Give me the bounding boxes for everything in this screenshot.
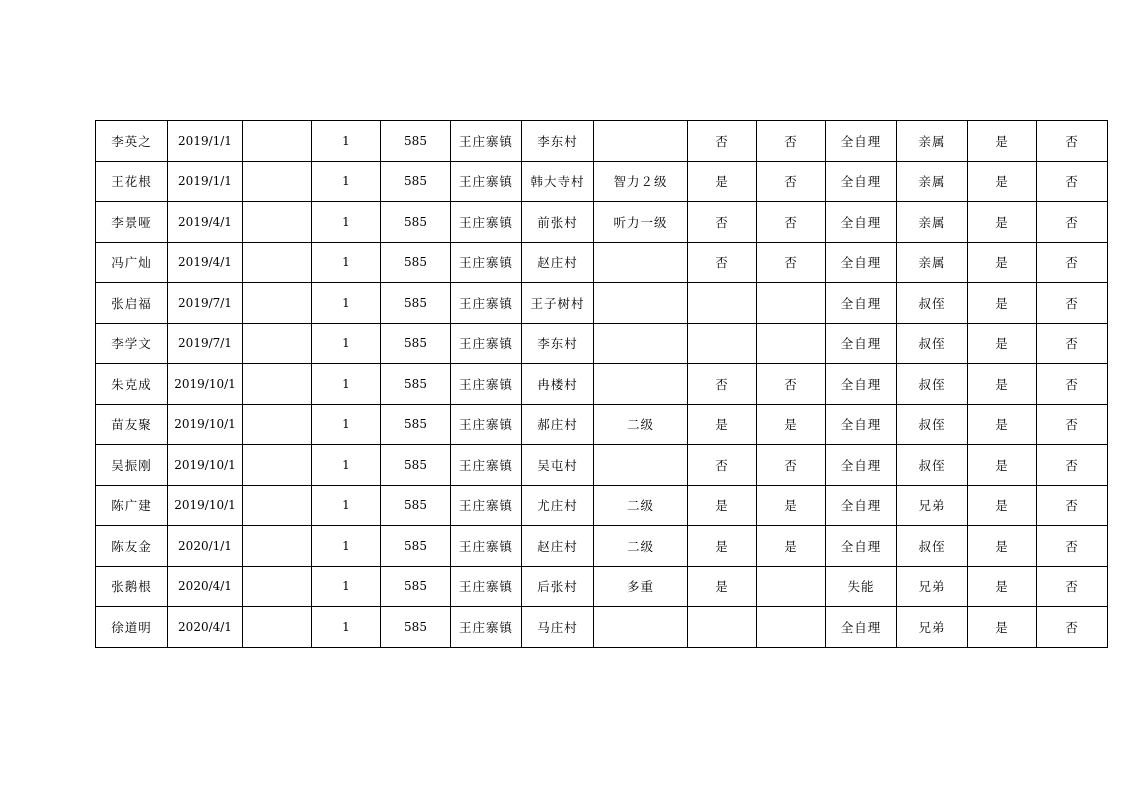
- flag-b-cell: 否: [757, 161, 826, 202]
- name-cell: 陈友金: [96, 526, 168, 567]
- relation-cell: 兄弟: [897, 485, 968, 526]
- count-cell: 1: [312, 202, 381, 243]
- amount-cell: 585: [381, 283, 451, 324]
- flag-b-cell: 否: [757, 121, 826, 162]
- count-cell: 1: [312, 161, 381, 202]
- relation-cell: 叔侄: [897, 283, 968, 324]
- table-row: [96, 283, 1108, 324]
- amount-cell: 585: [381, 485, 451, 526]
- count-cell: 1: [312, 404, 381, 445]
- flag-d-cell: 否: [1037, 485, 1108, 526]
- table-row: [96, 526, 1108, 567]
- table-row: [96, 404, 1108, 445]
- blank-cell: [243, 202, 312, 243]
- flag-b-cell: 否: [757, 364, 826, 405]
- town-cell: 王庄寨镇: [451, 485, 522, 526]
- town-cell: 王庄寨镇: [451, 607, 522, 648]
- amount-cell: 585: [381, 161, 451, 202]
- flag-c-cell: 是: [968, 202, 1037, 243]
- self-care-cell: 全自理: [826, 485, 897, 526]
- disability-cell: [594, 242, 688, 283]
- disability-cell: [594, 323, 688, 364]
- village-cell: 马庄村: [522, 607, 594, 648]
- self-care-cell: 全自理: [826, 526, 897, 567]
- flag-c-cell: 是: [968, 121, 1037, 162]
- flag-b-cell: 是: [757, 485, 826, 526]
- self-care-cell: 全自理: [826, 323, 897, 364]
- town-cell: 王庄寨镇: [451, 404, 522, 445]
- amount-cell: 585: [381, 202, 451, 243]
- name-cell: 陈广建: [96, 485, 168, 526]
- relation-cell: 叔侄: [897, 364, 968, 405]
- blank-cell: [243, 323, 312, 364]
- disability-cell: 多重: [594, 566, 688, 607]
- disability-cell: [594, 445, 688, 486]
- town-cell: 王庄寨镇: [451, 283, 522, 324]
- self-care-cell: 全自理: [826, 445, 897, 486]
- self-care-cell: 全自理: [826, 202, 897, 243]
- self-care-cell: 全自理: [826, 364, 897, 405]
- name-cell: 吴振刚: [96, 445, 168, 486]
- relation-cell: 亲属: [897, 242, 968, 283]
- flag-c-cell: 是: [968, 364, 1037, 405]
- relation-cell: 兄弟: [897, 607, 968, 648]
- flag-a-cell: 是: [688, 485, 757, 526]
- amount-cell: 585: [381, 566, 451, 607]
- name-cell: 张鹅根: [96, 566, 168, 607]
- flag-d-cell: 否: [1037, 607, 1108, 648]
- blank-cell: [243, 364, 312, 405]
- flag-d-cell: 否: [1037, 526, 1108, 567]
- table-row: [96, 445, 1108, 486]
- name-cell: 张启福: [96, 283, 168, 324]
- flag-a-cell: [688, 607, 757, 648]
- name-cell: 李景哑: [96, 202, 168, 243]
- flag-a-cell: 否: [688, 445, 757, 486]
- amount-cell: 585: [381, 404, 451, 445]
- flag-d-cell: 否: [1037, 364, 1108, 405]
- blank-cell: [243, 607, 312, 648]
- flag-b-cell: 是: [757, 526, 826, 567]
- start-date-cell: 2020/1/1: [168, 526, 243, 567]
- flag-d-cell: 否: [1037, 242, 1108, 283]
- disability-cell: 二级: [594, 404, 688, 445]
- table-row: [96, 242, 1108, 283]
- disability-cell: 二级: [594, 485, 688, 526]
- count-cell: 1: [312, 242, 381, 283]
- blank-cell: [243, 566, 312, 607]
- start-date-cell: 2019/1/1: [168, 121, 243, 162]
- amount-cell: 585: [381, 242, 451, 283]
- flag-c-cell: 是: [968, 161, 1037, 202]
- self-care-cell: 全自理: [826, 121, 897, 162]
- table-row: [96, 161, 1108, 202]
- blank-cell: [243, 283, 312, 324]
- village-cell: 王子树村: [522, 283, 594, 324]
- count-cell: 1: [312, 607, 381, 648]
- table-row: [96, 364, 1108, 405]
- flag-a-cell: 是: [688, 161, 757, 202]
- disability-cell: 听力一级: [594, 202, 688, 243]
- blank-cell: [243, 121, 312, 162]
- relation-cell: 亲属: [897, 161, 968, 202]
- relation-cell: 亲属: [897, 202, 968, 243]
- self-care-cell: 全自理: [826, 283, 897, 324]
- relation-cell: 叔侄: [897, 404, 968, 445]
- flag-a-cell: 是: [688, 404, 757, 445]
- flag-a-cell: [688, 323, 757, 364]
- flag-b-cell: 是: [757, 404, 826, 445]
- flag-a-cell: 否: [688, 242, 757, 283]
- blank-cell: [243, 485, 312, 526]
- start-date-cell: 2019/10/1: [168, 364, 243, 405]
- relation-cell: 兄弟: [897, 566, 968, 607]
- table-row: [96, 202, 1108, 243]
- amount-cell: 585: [381, 445, 451, 486]
- blank-cell: [243, 404, 312, 445]
- start-date-cell: 2020/4/1: [168, 607, 243, 648]
- village-cell: 尤庄村: [522, 485, 594, 526]
- table-row: [96, 485, 1108, 526]
- flag-a-cell: 是: [688, 526, 757, 567]
- start-date-cell: 2019/10/1: [168, 485, 243, 526]
- disability-cell: [594, 364, 688, 405]
- count-cell: 1: [312, 445, 381, 486]
- table-row: [96, 121, 1108, 162]
- flag-a-cell: 否: [688, 364, 757, 405]
- flag-c-cell: 是: [968, 323, 1037, 364]
- town-cell: 王庄寨镇: [451, 161, 522, 202]
- amount-cell: 585: [381, 607, 451, 648]
- flag-b-cell: 否: [757, 445, 826, 486]
- start-date-cell: 2019/10/1: [168, 404, 243, 445]
- name-cell: 王花根: [96, 161, 168, 202]
- self-care-cell: 全自理: [826, 161, 897, 202]
- disability-cell: [594, 607, 688, 648]
- relation-cell: 叔侄: [897, 323, 968, 364]
- table-row: [96, 566, 1108, 607]
- flag-b-cell: 否: [757, 202, 826, 243]
- count-cell: 1: [312, 121, 381, 162]
- count-cell: 1: [312, 485, 381, 526]
- village-cell: 李东村: [522, 121, 594, 162]
- table-body: [96, 121, 1108, 648]
- flag-d-cell: 否: [1037, 121, 1108, 162]
- village-cell: 吴屯村: [522, 445, 594, 486]
- count-cell: 1: [312, 526, 381, 567]
- town-cell: 王庄寨镇: [451, 445, 522, 486]
- start-date-cell: 2020/4/1: [168, 566, 243, 607]
- blank-cell: [243, 445, 312, 486]
- disability-cell: 智力２级: [594, 161, 688, 202]
- relation-cell: 叔侄: [897, 445, 968, 486]
- disability-cell: 二级: [594, 526, 688, 567]
- flag-a-cell: 是: [688, 566, 757, 607]
- village-cell: 冉楼村: [522, 364, 594, 405]
- table-row: [96, 607, 1108, 648]
- village-cell: 赵庄村: [522, 242, 594, 283]
- relation-cell: 亲属: [897, 121, 968, 162]
- village-cell: 赵庄村: [522, 526, 594, 567]
- disability-cell: [594, 121, 688, 162]
- relation-cell: 叔侄: [897, 526, 968, 567]
- start-date-cell: 2019/4/1: [168, 202, 243, 243]
- start-date-cell: 2019/1/1: [168, 161, 243, 202]
- flag-d-cell: 否: [1037, 566, 1108, 607]
- flag-a-cell: 否: [688, 121, 757, 162]
- count-cell: 1: [312, 323, 381, 364]
- flag-d-cell: 否: [1037, 161, 1108, 202]
- count-cell: 1: [312, 283, 381, 324]
- flag-c-cell: 是: [968, 607, 1037, 648]
- flag-b-cell: 否: [757, 242, 826, 283]
- town-cell: 王庄寨镇: [451, 202, 522, 243]
- name-cell: 李英之: [96, 121, 168, 162]
- amount-cell: 585: [381, 364, 451, 405]
- start-date-cell: 2019/10/1: [168, 445, 243, 486]
- amount-cell: 585: [381, 526, 451, 567]
- start-date-cell: 2019/4/1: [168, 242, 243, 283]
- name-cell: 徐道明: [96, 607, 168, 648]
- flag-c-cell: 是: [968, 283, 1037, 324]
- name-cell: 苗友聚: [96, 404, 168, 445]
- flag-b-cell: [757, 607, 826, 648]
- disability-cell: [594, 283, 688, 324]
- blank-cell: [243, 526, 312, 567]
- town-cell: 王庄寨镇: [451, 364, 522, 405]
- flag-b-cell: [757, 283, 826, 324]
- town-cell: 王庄寨镇: [451, 526, 522, 567]
- count-cell: 1: [312, 364, 381, 405]
- name-cell: 冯广灿: [96, 242, 168, 283]
- start-date-cell: 2019/7/1: [168, 323, 243, 364]
- recipient-table: [95, 120, 1108, 648]
- village-cell: 李东村: [522, 323, 594, 364]
- amount-cell: 585: [381, 323, 451, 364]
- flag-c-cell: 是: [968, 404, 1037, 445]
- self-care-cell: 全自理: [826, 404, 897, 445]
- town-cell: 王庄寨镇: [451, 242, 522, 283]
- amount-cell: 585: [381, 121, 451, 162]
- flag-c-cell: 是: [968, 242, 1037, 283]
- self-care-cell: 全自理: [826, 607, 897, 648]
- count-cell: 1: [312, 566, 381, 607]
- name-cell: 朱克成: [96, 364, 168, 405]
- flag-d-cell: 否: [1037, 445, 1108, 486]
- flag-d-cell: 否: [1037, 283, 1108, 324]
- town-cell: 王庄寨镇: [451, 566, 522, 607]
- flag-d-cell: 否: [1037, 404, 1108, 445]
- town-cell: 王庄寨镇: [451, 121, 522, 162]
- flag-b-cell: [757, 323, 826, 364]
- flag-c-cell: 是: [968, 566, 1037, 607]
- village-cell: 郝庄村: [522, 404, 594, 445]
- town-cell: 王庄寨镇: [451, 323, 522, 364]
- blank-cell: [243, 161, 312, 202]
- flag-c-cell: 是: [968, 445, 1037, 486]
- table-row: [96, 323, 1108, 364]
- flag-c-cell: 是: [968, 526, 1037, 567]
- blank-cell: [243, 242, 312, 283]
- village-cell: 前张村: [522, 202, 594, 243]
- village-cell: 韩大寺村: [522, 161, 594, 202]
- flag-a-cell: 否: [688, 202, 757, 243]
- start-date-cell: 2019/7/1: [168, 283, 243, 324]
- name-cell: 李学文: [96, 323, 168, 364]
- self-care-cell: 全自理: [826, 242, 897, 283]
- flag-b-cell: [757, 566, 826, 607]
- flag-d-cell: 否: [1037, 323, 1108, 364]
- flag-d-cell: 否: [1037, 202, 1108, 243]
- self-care-cell: 失能: [826, 566, 897, 607]
- flag-c-cell: 是: [968, 485, 1037, 526]
- village-cell: 后张村: [522, 566, 594, 607]
- flag-a-cell: [688, 283, 757, 324]
